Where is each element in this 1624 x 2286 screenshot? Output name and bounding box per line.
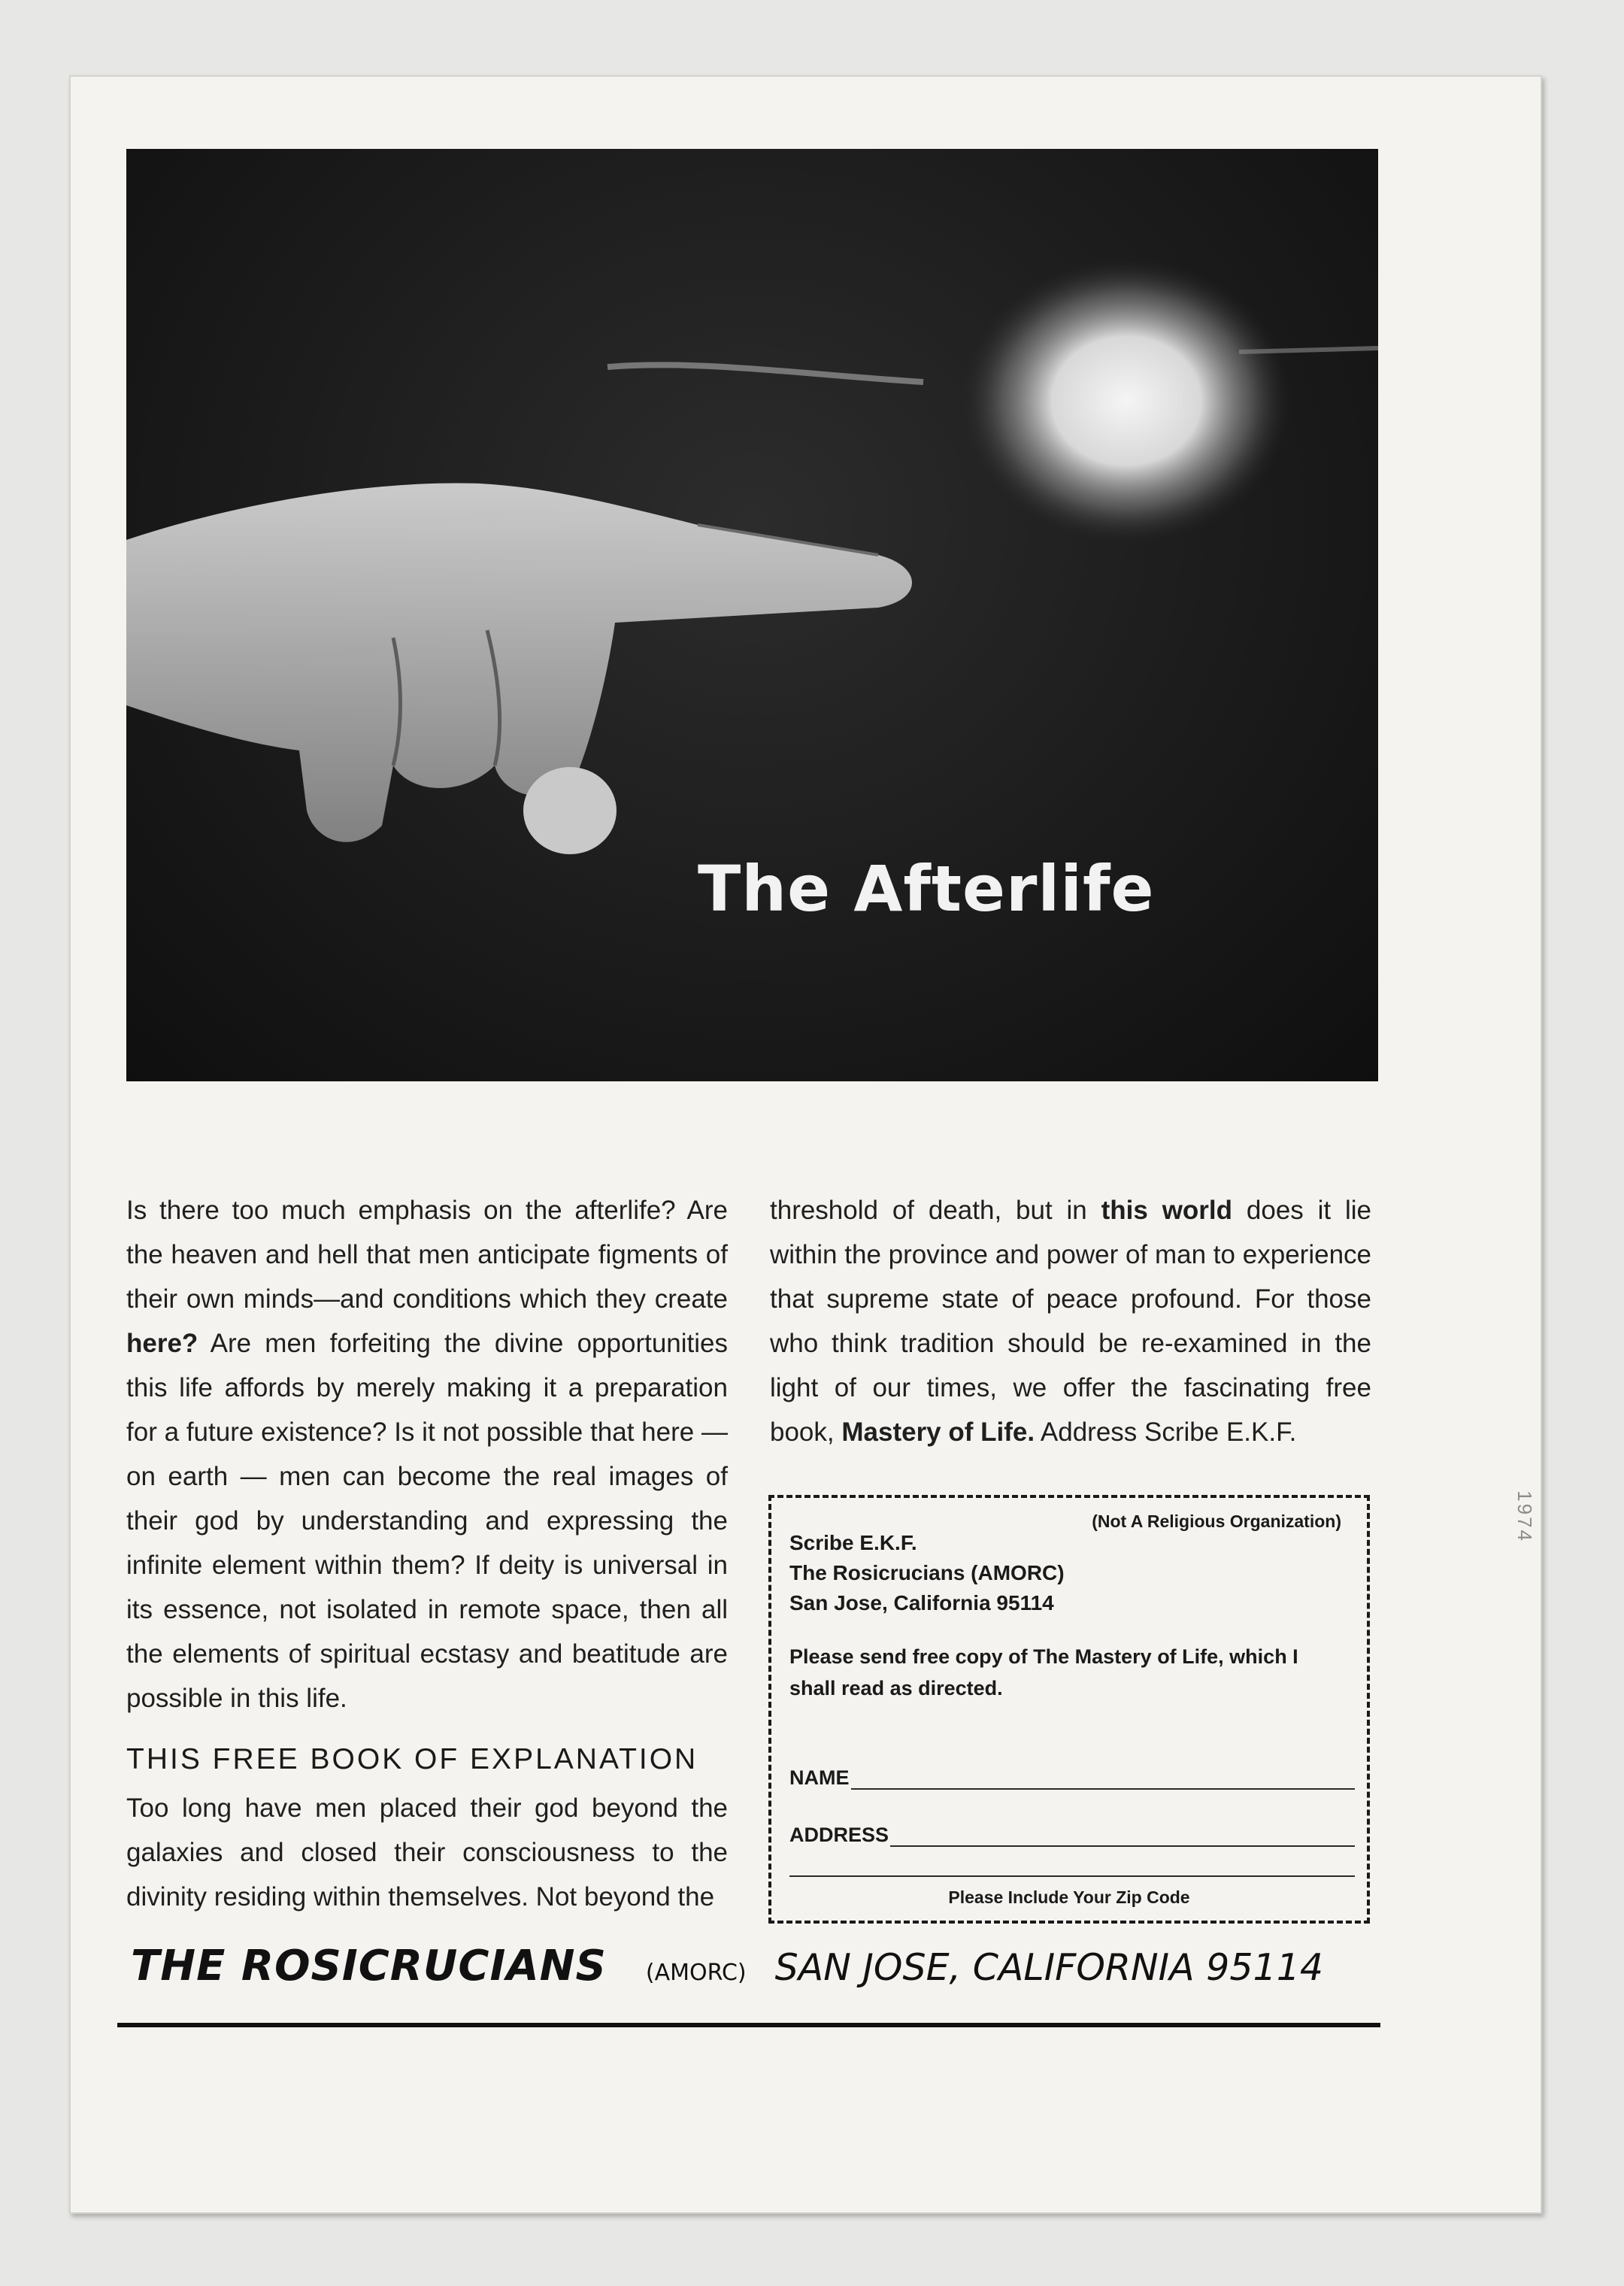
- continuation-paragraph: [770, 1188, 1371, 1454]
- afterlife-photo: [126, 149, 1378, 1081]
- address-line-blank[interactable]: [890, 1823, 1355, 1847]
- emphasis-this-world: this world: [1101, 1196, 1233, 1225]
- right-column: [770, 1188, 1371, 1454]
- intro-text-1: Is there too much emphasis on the afterlife? Are the heaven and hell that men anticipate figments of their own minds—and conditions which they create: [126, 1196, 728, 1314]
- footer-rule: [117, 2023, 1380, 2027]
- address-line: San Jose, California 95114: [789, 1591, 1054, 1614]
- request-text: Please send free copy of The Mastery of Life, which I shall read as directed.: [789, 1645, 1298, 1699]
- name-label: NAME: [789, 1766, 850, 1789]
- section-heading: THIS FREE BOOK OF EXPLANATION: [126, 1743, 698, 1775]
- organization-abbrev: (AMORC): [645, 1960, 747, 1986]
- organization-name: THE ROSICRUCIANS: [131, 1942, 607, 1990]
- not-religious-note: (Not A Religious Organization): [1092, 1511, 1341, 1531]
- address-line: The Rosicrucians (AMORC): [789, 1561, 1065, 1584]
- extra-address-line[interactable]: [789, 1875, 1355, 1877]
- zip-code-note: Please Include Your Zip Code: [948, 1887, 1190, 1907]
- mailing-address: [789, 1528, 1065, 1618]
- address-line: Scribe E.K.F.: [789, 1531, 917, 1554]
- book-title: Mastery of Life.: [841, 1417, 1035, 1447]
- intro-paragraph: [126, 1188, 728, 1721]
- pointing-hand-illustration: [126, 149, 1378, 1081]
- intro-emphasis-here: here?: [126, 1329, 198, 1358]
- name-field[interactable]: [789, 1760, 1355, 1790]
- continuation-text-3: Address Scribe E.K.F.: [1040, 1417, 1297, 1447]
- name-line[interactable]: [851, 1766, 1356, 1790]
- continuation-text-1: threshold of death, but in: [770, 1196, 1087, 1225]
- organization-city: SAN JOSE, CALIFORNIA 95114: [774, 1946, 1324, 1989]
- intro-text-2: Are men forfeiting the divine opportunities this life affords by merely making it a preparation for a future existence? Is it not possible that here — on earth — men can become the real images of their god by understanding and expressing the infinite element within them? If deity is universal in its essence, not isolated in remote space, then all the elements of spiritual ecstasy and beatitude are possible in this life.: [126, 1329, 728, 1713]
- address-label: ADDRESS: [789, 1824, 889, 1846]
- advertiser-footer: [131, 1942, 1379, 2002]
- mail-in-coupon: [768, 1495, 1370, 1924]
- explanation-paragraph: Too long have men placed their god beyond the galaxies and closed their consciousness to the divinity residing within themselves. Not beyond the: [126, 1793, 728, 1912]
- photo-title: The Afterlife: [698, 852, 1155, 926]
- continuation-text-2: does it lie within the province and power of man to experience that supreme state of peace profound. For those who think tradition should be re-examined in the light of our times, we offer the fascinating free book,: [770, 1196, 1371, 1447]
- spine-year: 1974: [1513, 1490, 1536, 1543]
- address-field[interactable]: [789, 1817, 1355, 1847]
- left-column: [126, 1188, 728, 1919]
